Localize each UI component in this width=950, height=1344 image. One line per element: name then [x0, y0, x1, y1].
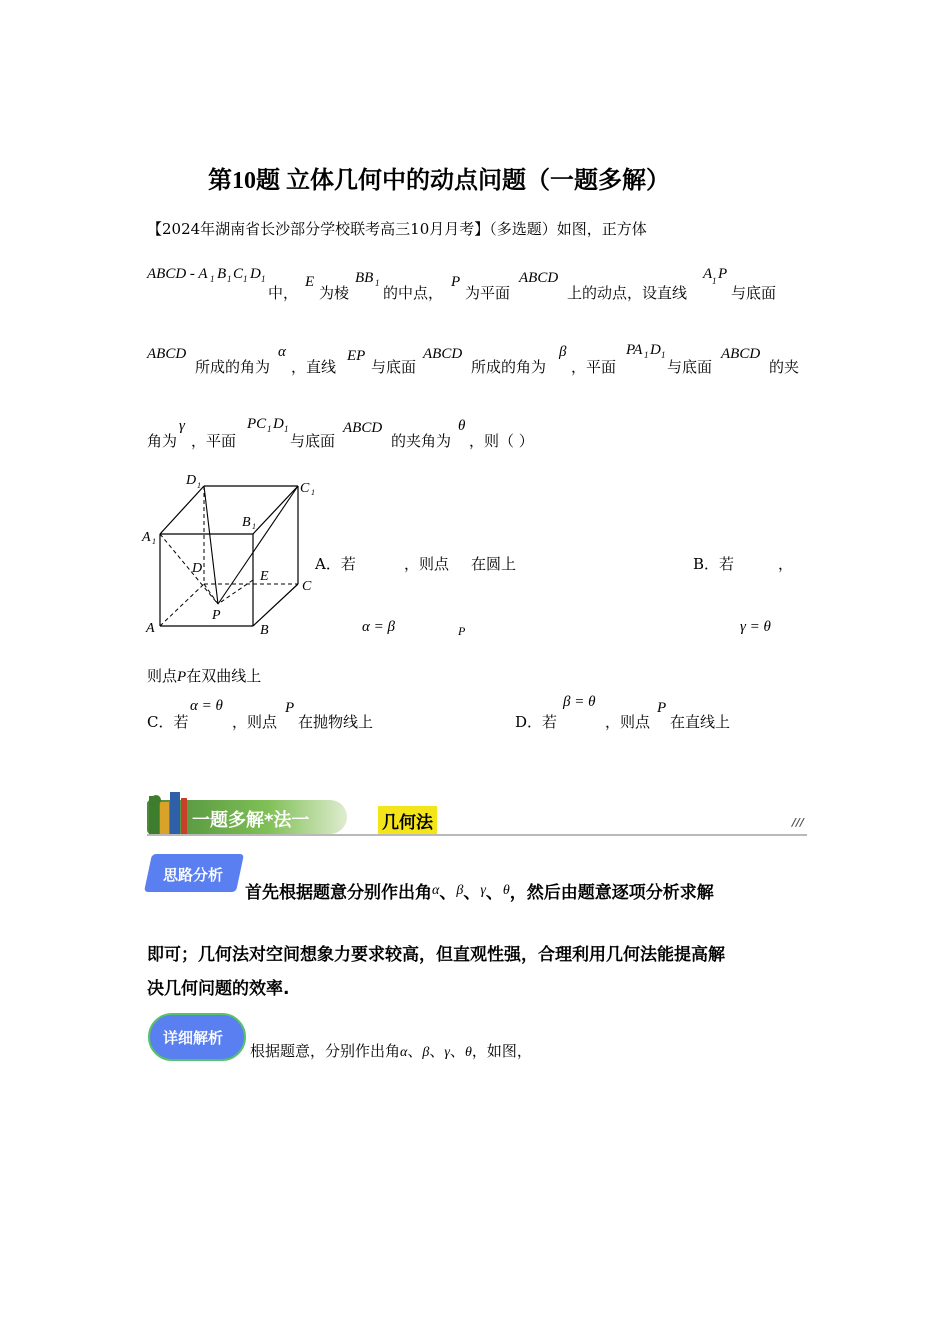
text: 在双曲线上 — [186, 667, 262, 685]
math-text: ABCD — [519, 270, 559, 286]
label-sub: 1 — [197, 481, 201, 490]
sub: 1 — [644, 350, 649, 360]
label-A1: A — [142, 530, 151, 545]
analysis-line-2: 即可；几何法对空间想象力要求较高，但直观性强，合理利用几何法能提高解 — [147, 945, 725, 965]
label-sub: 1 — [152, 537, 156, 546]
text: ，然后由题意逐项分析求解 — [509, 883, 714, 903]
text: 、 — [485, 883, 503, 903]
sub: 1 — [284, 424, 289, 434]
math-text: α — [432, 883, 440, 898]
label-C1: C — [300, 481, 310, 496]
math-text: E — [305, 274, 315, 290]
text: 、 — [463, 883, 481, 903]
text: 与底面 — [290, 432, 336, 450]
text: 上的动点，设直线 — [567, 284, 688, 302]
analysis-line-1 — [245, 878, 714, 903]
option-b-condition: γ = θ — [740, 619, 771, 635]
text: 根据题意，分别作出角 — [250, 1042, 401, 1060]
text: 的夹角为 — [391, 432, 452, 450]
text: 则点 — [147, 667, 178, 685]
label-A: A — [146, 621, 155, 636]
sub: 1 — [661, 350, 666, 360]
math-text: EP — [347, 348, 366, 364]
math-text: A — [703, 266, 713, 282]
text: 角为 — [147, 432, 178, 450]
math-text: ABCD — [147, 346, 187, 362]
option-c-mid: ，则点 — [232, 713, 278, 731]
text: 与底面 — [731, 284, 777, 302]
text: ，直线 — [291, 358, 337, 376]
sub: 1 — [261, 274, 266, 284]
label-C: C — [302, 579, 312, 594]
math-text: α — [278, 344, 286, 360]
text: 的夹 — [769, 358, 800, 376]
math-text: γ — [444, 1045, 450, 1060]
math-text: B — [217, 266, 227, 282]
analysis-line-3: 决几何问题的效率. — [147, 979, 290, 999]
detail-tag-label: 详细解析 — [163, 1029, 224, 1047]
text: 所成的角为 — [195, 358, 271, 376]
math-text: β — [559, 344, 567, 360]
stem-line-3 — [147, 416, 807, 456]
math-text: θ — [502, 883, 510, 898]
text: 、 — [449, 1042, 465, 1060]
option-d-point: P — [657, 700, 667, 716]
label-B1: B — [242, 515, 251, 530]
option-a-condition: α = β — [362, 619, 395, 635]
sub: 1 — [243, 274, 248, 284]
books-icon — [147, 788, 193, 836]
cube-name: ABCD - A — [147, 266, 208, 282]
stem-line-2 — [147, 342, 807, 382]
math-text: γ — [480, 883, 486, 898]
math-text: ABCD — [423, 346, 463, 362]
math-text: D — [250, 266, 261, 282]
banner-slashes: /// — [792, 816, 805, 829]
label-P: P — [212, 608, 221, 623]
math-text: P — [718, 266, 728, 282]
text: 、 — [439, 883, 457, 903]
option-d-tail: 在直线上 — [670, 713, 731, 731]
text: ，平面 — [191, 432, 237, 450]
text: ，如图， — [471, 1042, 532, 1060]
text: 与底面 — [667, 358, 713, 376]
option-b-line2 — [147, 665, 261, 686]
text: 首先根据题意分别作出角 — [245, 883, 432, 903]
math-text: PC — [247, 416, 267, 432]
label-sub: 1 — [252, 522, 256, 531]
math-text: θ — [464, 1045, 472, 1060]
math-text: PA — [626, 342, 643, 358]
math-text: β — [456, 883, 464, 898]
math-text: θ — [458, 418, 466, 434]
method-name: 几何法 — [378, 806, 437, 835]
text: 、 — [429, 1042, 445, 1060]
sub: 1 — [227, 274, 232, 284]
label-sub: 1 — [311, 488, 315, 497]
math-text: P — [177, 669, 187, 685]
text: 与底面 — [371, 358, 417, 376]
divider — [147, 834, 807, 836]
detail-line — [250, 1040, 532, 1061]
analysis-tag-label: 思路分析 — [163, 866, 224, 884]
math-text: ABCD — [721, 346, 761, 362]
sub: 1 — [267, 424, 272, 434]
text: ，平面 — [571, 358, 617, 376]
math-text: β — [422, 1045, 430, 1060]
text: 、 — [407, 1042, 423, 1060]
sub: 1 — [375, 278, 380, 288]
option-c-point: P — [285, 700, 295, 716]
sub: 1 — [210, 274, 215, 284]
option-d-label: D．若 — [515, 713, 558, 731]
label-B: B — [260, 623, 269, 638]
math-text: BB — [355, 270, 374, 286]
math-text: C — [233, 266, 244, 282]
option-b-comma: ， — [778, 555, 794, 573]
option-d-mid: ，则点 — [605, 713, 651, 731]
cube-figure — [140, 468, 330, 640]
problem-source: 【2024年湖南省长沙部分学校联考高三10月月考】（多选题）如图，正方体 — [147, 220, 647, 238]
page-title: 第10题 立体几何中的动点问题（一题多解） — [208, 168, 670, 194]
option-c-condition: α = θ — [190, 698, 223, 714]
option-a-tail: 在圆上 — [471, 555, 517, 573]
text: ，则（ ） — [469, 432, 534, 450]
option-d-condition: β = θ — [563, 694, 596, 710]
stem-line-1 — [147, 266, 807, 306]
option-a-mid: ，则点 — [404, 555, 450, 573]
option-a-label: A．若 — [315, 555, 356, 573]
text: 中， — [268, 284, 299, 302]
text: 的中点， — [383, 284, 444, 302]
math-text: γ — [179, 418, 185, 434]
option-b-label: B．若 — [693, 555, 735, 573]
math-text: α — [400, 1045, 408, 1060]
sub: 1 — [712, 276, 717, 286]
label-E: E — [260, 569, 269, 584]
option-a-point: P — [458, 624, 466, 638]
text: 所成的角为 — [471, 358, 547, 376]
option-c-tail: 在抛物线上 — [298, 713, 374, 731]
banner-title: 一题多解*法一 — [192, 810, 310, 831]
math-text: P — [451, 274, 461, 290]
text: 为棱 — [319, 284, 350, 302]
math-text: D — [650, 342, 661, 358]
math-text: D — [273, 416, 284, 432]
option-c-label: C．若 — [147, 713, 189, 731]
text: 为平面 — [465, 284, 511, 302]
label-D1: D — [186, 473, 197, 488]
label-D: D — [192, 561, 203, 576]
math-text: ABCD — [343, 420, 383, 436]
